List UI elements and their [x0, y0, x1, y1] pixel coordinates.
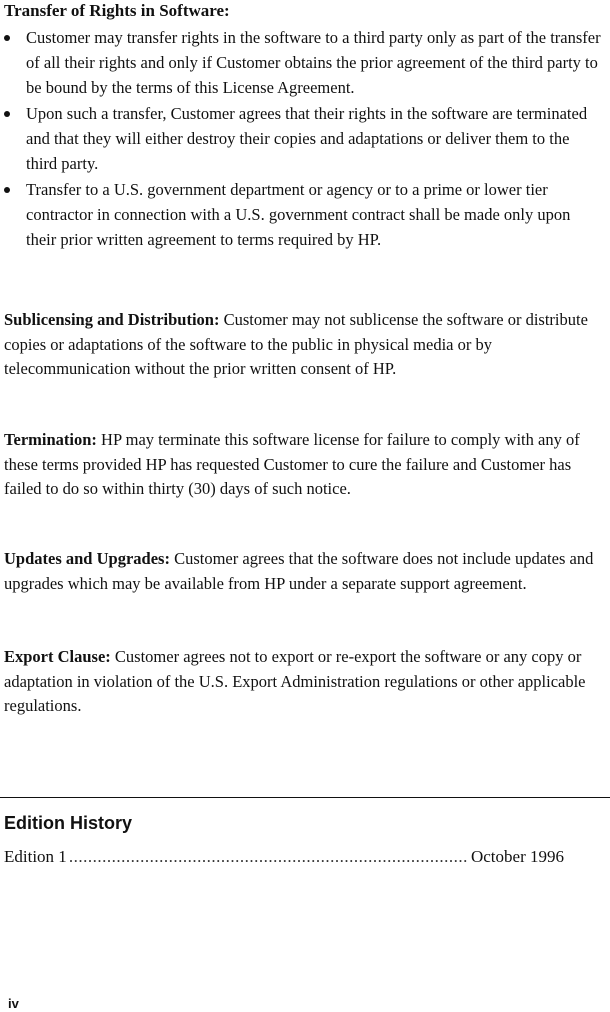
transfer-of-rights-section — [4, 0, 604, 253]
bullet-icon — [4, 111, 10, 117]
bullet-text: Upon such a transfer, Customer agrees that their rights in the software are terminated and that they will either destroy their copies and adaptations or deliver them to the third party. — [26, 104, 588, 173]
bullet-text: Transfer to a U.S. government department or agency or to a prime or lower tier contractor in connection with a U.S. government contract shall be made only upon their prior written agreement to terms required by HP. — [26, 180, 571, 249]
page-number: iv — [8, 996, 19, 1011]
termination-heading: Termination: — [4, 430, 97, 449]
dot-leader — [69, 845, 469, 869]
bullet-text: Customer may transfer rights in the software to a third party only as part of the transfer of all their rights and only if Customer obtains the prior agreement of the third party to be bound by the terms of this License Agreement. — [26, 28, 601, 97]
sublicensing-section — [4, 308, 604, 382]
updates-section — [4, 547, 604, 596]
sublicensing-heading: Sublicensing and Distribution: — [4, 310, 220, 329]
termination-text: HP may terminate this software license for failure to comply with any of these terms provided HP has requested Customer to cure the failure and Customer has failed to do so within thirty (30) days of such notice. — [4, 430, 580, 498]
export-section — [4, 645, 604, 719]
updates-text: Customer agrees that the software does not include updates and upgrades which may be available from HP under a separate support agreement. — [4, 549, 594, 593]
termination-section — [4, 428, 604, 502]
edition-history-title: Edition History — [4, 813, 133, 833]
sublicensing-text: Customer may not sublicense the software or distribute copies or adaptations of the software to the public in physical media or by telecommunication without the prior written consent of HP. — [4, 310, 588, 378]
edition-date: October 1996 — [470, 847, 564, 866]
edition-label: Edition 1 — [4, 847, 67, 866]
list-item — [4, 177, 604, 252]
edition-history-row — [4, 845, 564, 869]
updates-heading: Updates and Upgrades: — [4, 549, 170, 568]
transfer-of-rights-heading: Transfer of Rights in Software: — [4, 1, 230, 20]
transfer-bullet-list — [4, 25, 604, 252]
bullet-icon — [4, 35, 10, 41]
list-item — [4, 101, 604, 176]
export-text: Customer agrees not to export or re-export the software or any copy or adaptation in violation of the U.S. Export Administration regulations or other applicable regulations. — [4, 647, 586, 715]
section-divider — [0, 797, 610, 798]
bullet-icon — [4, 187, 10, 193]
export-heading: Export Clause: — [4, 647, 111, 666]
list-item — [4, 25, 604, 100]
